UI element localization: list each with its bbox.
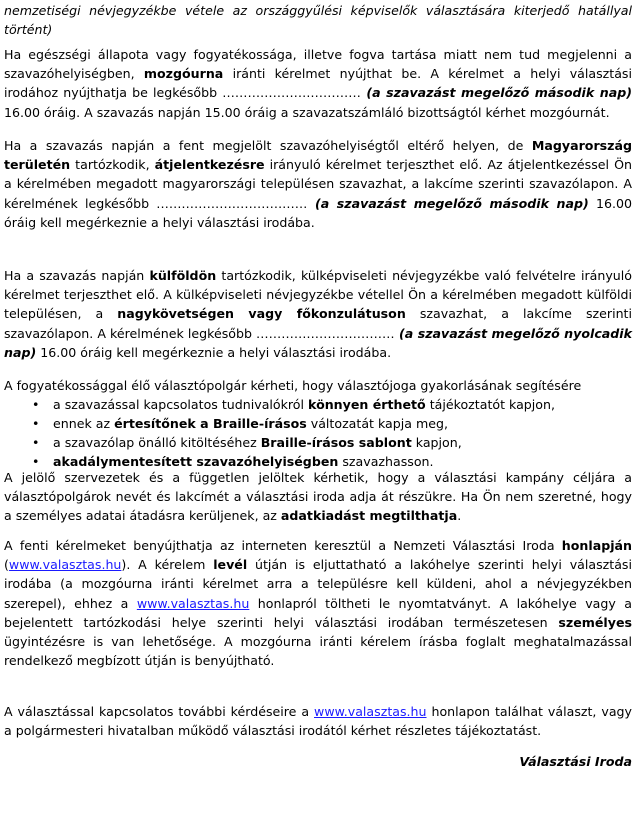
submission-paragraph [4,536,632,670]
bullet-icon: • [32,435,40,450]
deadline-note: (a szavazást megelőző második nap) [360,85,633,101]
disability-intro: A fogyatékossággal élő választópolgár kérheti, hogy választójoga gyakorlásának segítésére [4,378,582,393]
text: útján is eljuttatható a lakóhelye szerinti helyi választási irodába (a mozgóurna iránti kérelmet arra a településre kell küldeni, ahol a névjegyzékben szerepel), ehhez a [4,557,632,611]
text: 16.00 óráig kell megérkeznie a helyi választási irodába. [36,344,392,360]
deadline-note: (a szavazást megelőző második nap) [307,195,589,211]
text: Ha a szavazás napján a fent megjelölt szavazóhelyiségtől eltérő helyen, de [4,138,532,153]
signature: Választási Iroda [519,754,632,769]
bold-term: értesítőnek a Braille-írásos [114,416,307,431]
text: ennek az [53,416,115,431]
transfer-paragraph [4,136,632,232]
bold-term: Magyarország területén [4,138,632,173]
text: A jelölő szervezetek és a független jelöltek kérhetik, hogy a választási kampány céljára a választópolgárok nevét és lakcímét a választási iroda adja át részükre. Ha Ön nem szeretné, hogy a személyes adatai átadásra kerüljenek, az [4,470,632,524]
questions-paragraph [4,702,632,740]
text: a szavazással kapcsolatos tudnivalókról [53,397,309,412]
text: irányuló kérelmet terjeszthet elő. Az átjelentkezéssel Ön a kérelmében megadott magyarországi településen szavazhat, a lakcíme szerinti szavazólapon. A kérelmének legkésőbb ……………………………… [4,157,632,211]
text: A választással kapcsolatos további kérdéseire a [4,704,315,719]
bold-term: átjelentkezésre [154,157,265,173]
text: iránti kérelmet nyújthat be. A kérelmet a helyi választási irodához nyújthatja be legkésőbb …………………………… [4,66,632,101]
website-link[interactable]: www.valasztas.hu [8,557,122,573]
bullet-icon: • [32,454,40,469]
bold-term: adatkiadást megtilthatja [280,508,458,524]
abroad-paragraph [4,266,632,362]
text: tartózkodik, külképviseleti névjegyzékbe való felvételre irányuló kérelmet terjeszthet elő. A külképviseleti névjegyzékbe vétellel Ön a kérelmében megadott külföldi településen, a [4,268,632,322]
intro-paragraph: nemzetiségi névjegyzékbe vétele az országgyűlési képviselők választására kiterjedő hatállyal történt) [4,3,632,38]
disability-list [4,395,632,471]
text: tartózkodik, [70,157,155,173]
website-link[interactable]: www.valasztas.hu [314,704,427,719]
website-link[interactable]: www.valasztas.hu [136,595,250,611]
bold-term: akadálymentesített szavazóhelyiségben [53,454,339,469]
text: ( [4,557,9,573]
bold-term: levél [213,557,248,573]
bullet-icon: • [32,397,40,412]
data-protection-paragraph [4,468,632,526]
text: szavazhat, a lakcíme szerinti szavazólapon. A kérelmének legkésőbb …………………………… [4,306,632,341]
text: 16.00 óráig. A szavazás napján 15.00 óráig a szavazatszámláló bizottságtól kérhet mozgóurnát. [4,104,610,120]
bold-term: Braille-írásos sablont [260,435,412,450]
text: Ha a szavazás napján [4,268,150,283]
bold-term: honlapján [561,538,632,553]
text: honlapon találhat választ, vagy a polgármesteri hivatalban működő választási irodától kérhet részletes tájékoztatást. [4,704,632,739]
text: ). A kérelem [121,557,214,573]
text: kapjon, [411,435,462,450]
bold-term: mozgóurna [143,66,224,82]
text: honlapról töltheti le nyomtatványt. A lakóhelye vagy a bejelentett tartózkodási helye szerinti helyi választási irodában természetesen [4,595,632,630]
deadline-note: (a szavazást megelőző nyolcadik nap) [4,325,632,360]
bold-term: nagykövetségen vagy főkonzulátuson [117,306,406,322]
text: szavazhasson. [338,454,434,469]
text: változatát kapja meg, [306,416,449,431]
text: A fenti kérelmeket benyújthatja az interneten keresztül a Nemzeti Választási Iroda [4,538,562,553]
text: tájékoztatót kapjon, [425,397,555,412]
bullet-icon: • [32,416,40,431]
text: Ha egészségi állapota vagy fogyatékossága, illetve fogva tartása miatt nem tud megjelenni a szavazóhelyiségben, [4,47,632,82]
text: 16.00 óráig kell megérkeznie a helyi választási irodába. [4,195,632,230]
mobile-ballot-paragraph [4,45,632,122]
bold-term: külföldön [149,268,217,283]
text: ügyintézésre is van lehetősége. A mozgóurna iránti kérelem írásba foglalt meghatalmazással rendelkező megbízott útján is benyújtható. [4,634,632,669]
list-item [4,414,632,433]
list-item [4,395,632,414]
text: . [457,508,462,524]
bold-term: könnyen érthető [308,397,426,412]
text: a szavazólap önálló kitöltéséhez [53,435,261,450]
bold-term: személyes [558,614,632,630]
list-item [4,433,632,452]
